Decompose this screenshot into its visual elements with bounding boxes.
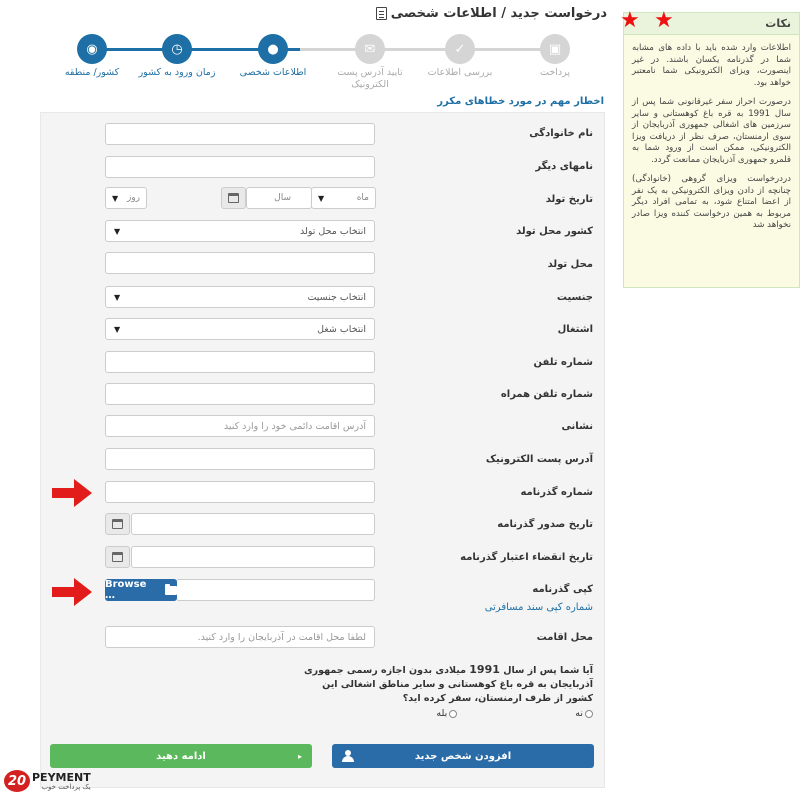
travel-document-copy-link[interactable]: شماره کپی سند مسافرتی	[484, 602, 593, 613]
occupation-select[interactable]	[105, 318, 375, 340]
notes-panel	[623, 8, 800, 288]
mobile-input[interactable]	[105, 383, 375, 405]
address-label: نشانی	[561, 421, 593, 432]
notes-paragraph: درصورت احراز سفر غیرقانونی شما پس از سال 1991 به قره باغ کوهستانی و سایر سرزمین های اشغالی جمهوری آذربایجان از سوی ارمنستان، صرف نظر از دریافت ویزا الکترونیکی، ممکن است از ورود شما به قلمرو جمهوری آذربایجان ممانعت گردد.	[632, 97, 791, 165]
birth-date-label: تاریخ تولد	[545, 194, 593, 205]
warning-link[interactable]: اخطار مهم در مورد خطاهای مکرر	[437, 96, 604, 107]
passport-issue-date-label: تاریخ صدور گذرنامه	[497, 519, 593, 530]
passport-issue-date-input[interactable]	[131, 513, 375, 535]
passport-number-label: شماره گذرنامه	[520, 487, 593, 498]
calendar-icon	[228, 193, 239, 203]
check-circle-icon: ✓	[445, 34, 475, 64]
user-icon: ●	[258, 34, 288, 64]
mobile-label: شماره تلفن همراه	[500, 389, 593, 400]
radio-circle[interactable]	[449, 710, 457, 718]
passport-expiry-date-label: تاریخ انقضاء اعتبار گذرنامه	[460, 552, 593, 563]
birth-country-select[interactable]	[105, 220, 375, 242]
logo-number: 20	[4, 770, 30, 792]
residence-placeholder: لطفا محل اقامت در آذربایجان را وارد کنید.	[197, 631, 366, 643]
continue-label: ادامه دهید	[156, 750, 206, 762]
birth-place-label: محل تولد	[547, 259, 593, 270]
gender-value: انتخاب جنسیت	[307, 291, 366, 303]
passport-copy-file-input[interactable]	[176, 579, 375, 601]
address-input[interactable]	[105, 415, 375, 437]
credit-card-icon: ▣	[540, 34, 570, 64]
chevron-down-icon: ▼	[114, 292, 121, 302]
globe-icon: ◉	[77, 34, 107, 64]
progress-stepper	[50, 34, 605, 94]
folder-open-icon	[165, 586, 177, 595]
chevron-down-icon: ▼	[114, 324, 121, 334]
phone-input[interactable]	[105, 351, 375, 373]
logo-text	[32, 772, 91, 791]
radio-circle[interactable]	[585, 710, 593, 718]
birth-year-input[interactable]	[246, 187, 312, 209]
passport-copy-label: کپی گذرنامه	[532, 584, 593, 595]
birth-day-value: روز	[126, 193, 140, 203]
step-label: کشور/ منطقه	[64, 67, 120, 78]
browse-button[interactable]	[105, 579, 177, 601]
surname-label: نام خانوادگی	[529, 128, 593, 139]
calendar-icon	[112, 519, 123, 529]
logo	[4, 770, 91, 792]
add-person-button[interactable]	[332, 744, 594, 768]
add-person-label: افزودن شخص جدید	[414, 750, 512, 762]
birth-month-value: ماه	[356, 193, 369, 203]
logo-tagline: یک پرداخت خوب	[41, 782, 91, 791]
question-prefix: آیا شما پس از سال	[503, 665, 593, 676]
step-email-confirm	[325, 34, 415, 91]
occupation-label: اشتغال	[557, 324, 593, 335]
add-user-icon	[342, 750, 356, 762]
chevron-down-icon: ▼	[114, 226, 121, 236]
step-payment	[510, 34, 600, 79]
chevron-right-icon: ▸	[297, 751, 302, 761]
page-title	[376, 6, 607, 21]
clock-icon: ◷	[162, 34, 192, 64]
radio-yes-label: بله	[436, 708, 448, 719]
birth-country-label: کشور محل تولد	[516, 226, 593, 237]
logo-name: PEYMENT	[32, 770, 91, 784]
star-icon: ★	[620, 8, 640, 33]
passport-expiry-calendar-button[interactable]	[105, 546, 130, 568]
radio-no-label: نه	[575, 708, 583, 719]
red-arrow-indicator	[52, 578, 92, 606]
page-title-text: درخواست جدید / اطلاعات شخصی	[390, 6, 607, 21]
chevron-down-icon: ▼	[318, 193, 325, 203]
birth-country-value: انتخاب محل تولد	[299, 225, 366, 237]
step-label: بررسی اطلاعات	[427, 67, 493, 78]
step-label: زمان ورود به کشور	[138, 67, 216, 78]
envelope-icon: ✉	[355, 34, 385, 64]
occupation-value: انتخاب شغل	[317, 323, 366, 335]
gender-select[interactable]	[105, 286, 375, 308]
passport-issue-calendar-button[interactable]	[105, 513, 130, 535]
address-placeholder: آدرس اقامت دائمی خود را وارد کنید	[223, 420, 366, 432]
notes-paragraph: دردرخواست ویزای گروهی (خانوادگی) چنانچه از دادن ویزای الکترونیکی به یک نفر از اعضا امتناع شود، به تمامی افراد دیگر مربوط به همین درخواست کننده ویزا صادر نخواهد شد	[632, 174, 791, 230]
birth-date-calendar-button[interactable]	[221, 187, 246, 209]
step-label: تایید آدرس پست الکترونیک	[337, 67, 403, 90]
karabakh-radio-group	[436, 708, 593, 719]
passport-number-input[interactable]	[105, 481, 375, 503]
gender-label: جنسیت	[556, 292, 593, 303]
passport-expiry-date-input[interactable]	[131, 546, 375, 568]
other-names-label: نامهای دیگر	[535, 161, 593, 172]
question-year: 1991	[469, 663, 500, 676]
step-personal-info[interactable]	[228, 34, 318, 79]
notes-body	[624, 35, 799, 232]
step-label: اطلاعات شخصی	[239, 67, 307, 78]
phone-label: شماره تلفن	[533, 357, 593, 368]
residence-label: محل اقامت	[536, 632, 593, 643]
other-names-input[interactable]	[105, 156, 375, 178]
step-review	[415, 34, 505, 79]
email-input[interactable]	[105, 448, 375, 470]
document-icon	[376, 7, 387, 20]
birth-place-input[interactable]	[105, 252, 375, 274]
birth-day-select[interactable]	[105, 187, 147, 209]
chevron-down-icon: ▼	[112, 193, 119, 203]
birth-month-select[interactable]	[311, 187, 376, 209]
step-entry-time[interactable]	[132, 34, 222, 79]
red-arrow-indicator	[52, 479, 92, 507]
surname-input[interactable]	[105, 123, 375, 145]
star-icon: ★	[654, 8, 674, 33]
radio-yes[interactable]	[436, 708, 457, 719]
notes-title: نکات	[624, 13, 799, 35]
question-rest: میلادی بدون اجازه رسمی جمهوری آذربایجان به قره باغ کوهستانی و سایر مناطق اشغالی این کشور از طرف ارمنستان، سفر کرده اید؟	[303, 665, 593, 704]
residence-input[interactable]	[105, 626, 375, 648]
birth-year-placeholder: سال	[274, 193, 291, 203]
karabakh-question	[293, 663, 593, 706]
radio-no[interactable]	[575, 708, 593, 719]
step-country[interactable]	[47, 34, 137, 79]
calendar-icon	[112, 552, 123, 562]
notes-paragraph: اطلاعات وارد شده باید با داده های مشابه شما در گذرنامه یکسان باشند. در غیر اینصورت، ویزای الکترونیکی شما نامعتبر خواهد بود.	[632, 43, 791, 88]
browse-label: Browse …	[105, 579, 147, 601]
email-label: آدرس پست الکترونیک	[485, 454, 593, 465]
continue-button[interactable]	[50, 744, 312, 768]
step-label: پرداخت	[540, 67, 570, 78]
